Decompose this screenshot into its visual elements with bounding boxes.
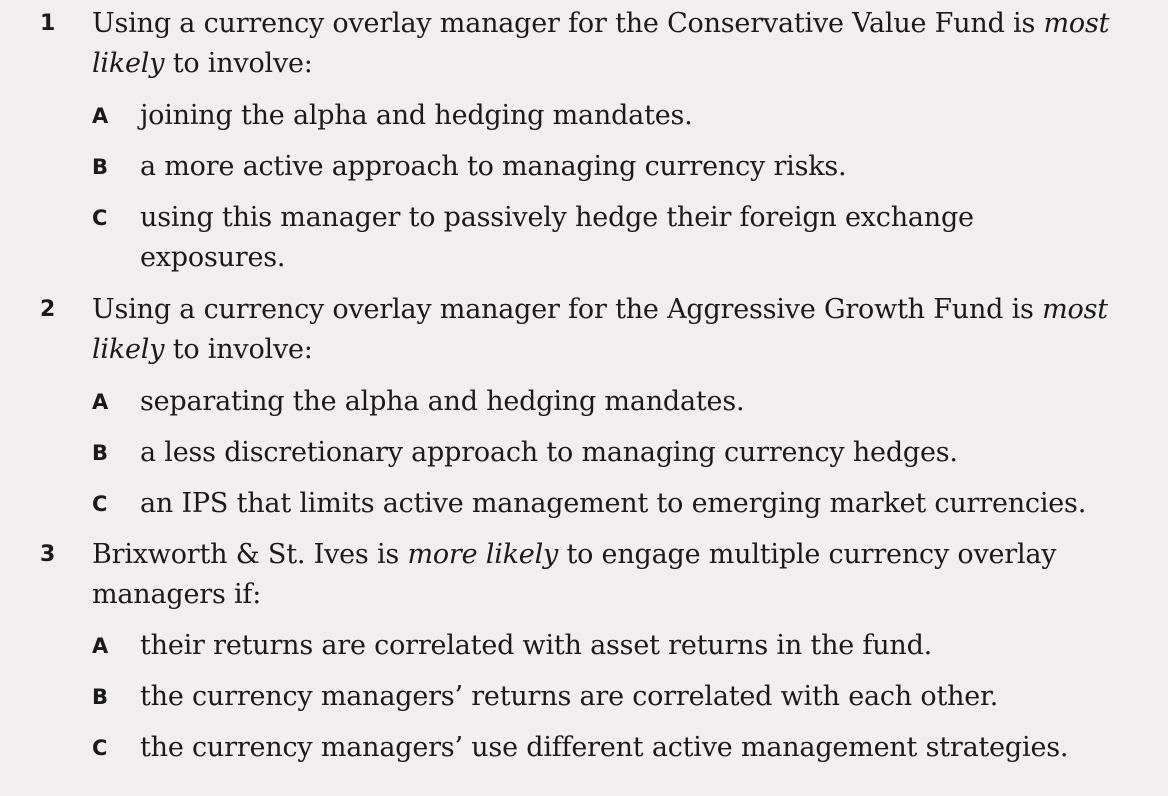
question-stem: Brixworth & St. Ives is more likely to engage multiple currency overlay managers if: bbox=[92, 539, 1057, 610]
option-letter: B bbox=[92, 685, 109, 709]
option-text: a more active approach to managing currency risks. bbox=[140, 151, 847, 182]
option-text: separating the alpha and hedging mandates. bbox=[140, 386, 745, 417]
option-letter: C bbox=[92, 492, 108, 516]
option-letter: A bbox=[92, 390, 109, 414]
option-letter: A bbox=[92, 104, 109, 128]
option-text: using this manager to passively hedge their foreign exchange exposures. bbox=[140, 202, 974, 273]
question-stem: Using a currency overlay manager for the Conservative Value Fund is most likely to involve: bbox=[92, 8, 1110, 79]
question-stem: Using a currency overlay manager for the Aggressive Growth Fund is most likely to involve: bbox=[92, 294, 1108, 365]
option-text: the currency managers’ use different active management strategies. bbox=[140, 732, 1069, 763]
option-letter: C bbox=[92, 206, 108, 230]
option-text: an IPS that limits active management to emerging market currencies. bbox=[140, 488, 1087, 519]
option-letter: A bbox=[92, 634, 109, 658]
option-text: a less discretionary approach to managing currency hedges. bbox=[140, 437, 958, 468]
option-text: the currency managers’ returns are correlated with each other. bbox=[140, 681, 999, 712]
option-letter: B bbox=[92, 441, 109, 465]
question-number: 3 bbox=[40, 542, 56, 567]
question-number: 1 bbox=[40, 11, 56, 36]
question-number: 2 bbox=[40, 297, 56, 322]
option-letter: B bbox=[92, 155, 109, 179]
option-text: their returns are correlated with asset returns in the fund. bbox=[140, 630, 933, 661]
option-text: joining the alpha and hedging mandates. bbox=[140, 100, 693, 131]
option-letter: C bbox=[92, 736, 108, 760]
